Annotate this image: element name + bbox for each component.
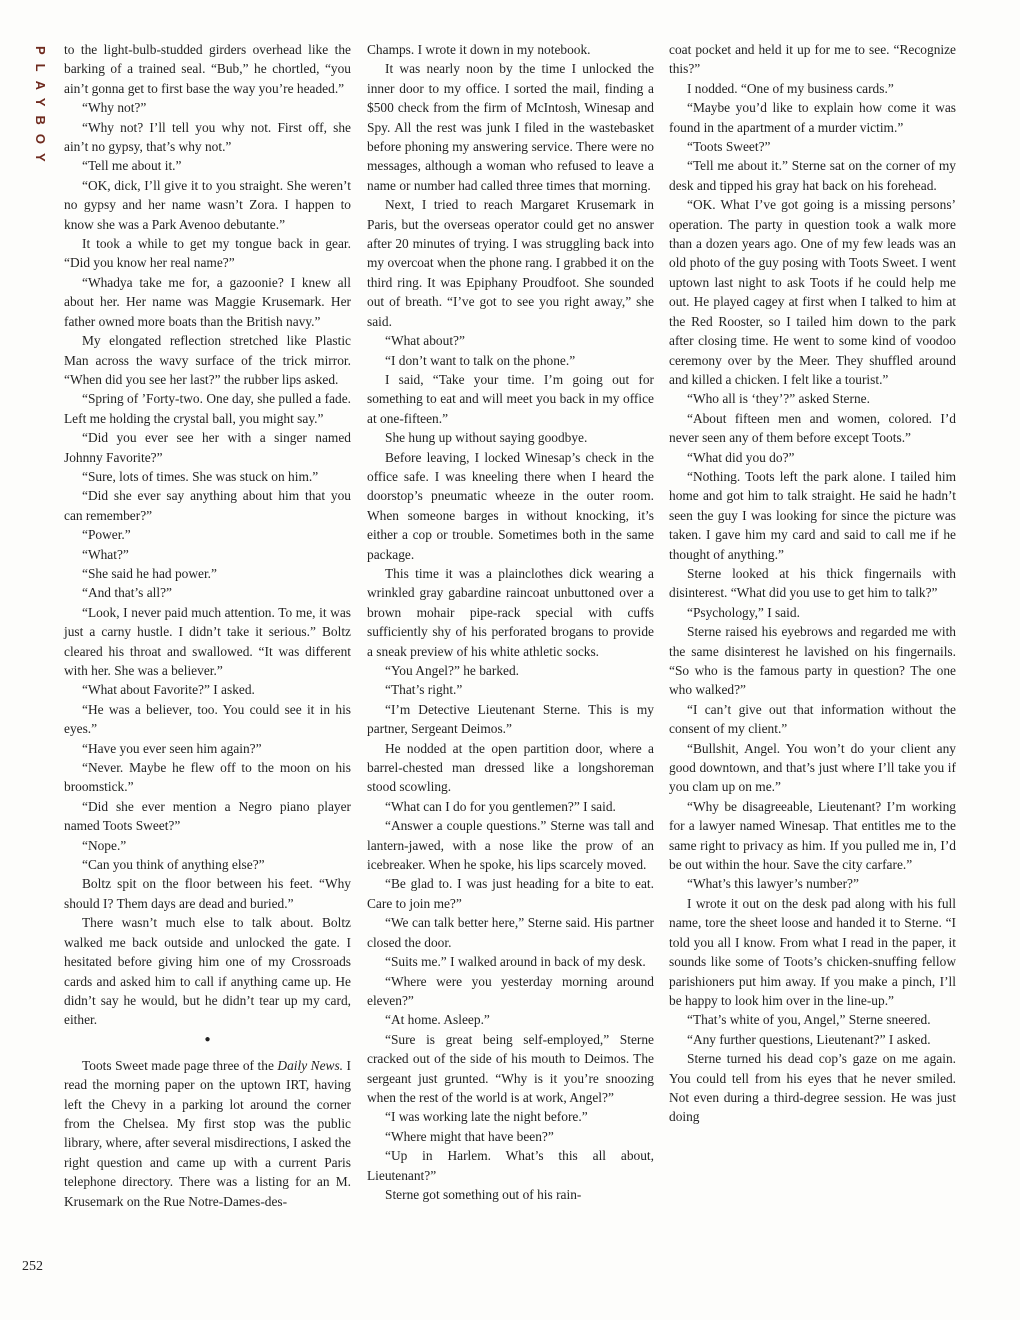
paragraph: “At home. Asleep.” [385,1012,490,1028]
paragraph: “Tell me about it.” Sterne sat on the corner of my desk and tipped his gray hat back on his forehead. [669,158,956,193]
paragraph: “Can you think of anything else?” [82,857,265,873]
paragraph: “That’s right.” [385,682,463,698]
paragraph: “Never. Maybe he flew off to the moon on his broomstick.” [64,760,351,795]
paragraph: “OK. What I’ve got going is a missing persons’ operation. The party in question took a walk more than a dozen years ago. One of my few leads was an old photo of the guy posing with Toots Sweet. I went uptown last night to ask Toots if he could help me out. He played cagey at first when I talked to him at the Red Rooster, so I tailed him down to the park after closing time. He went to some kind of voodoo ceremony over by the Meer. They shuffled around and killed a chicken. I felt like a tourist.” [669,197,956,387]
paragraph-text: I read the morning paper on the uptown IRT, having left the Chevy in a parking lot around the corner from the Chelsea. My first stop was the public library, where, after several misdirections, I asked the right question and came up with a current Paris telephone directory. There was a listing for an M. Krusemark on the Rue Notre-Dames-des- [64,1057,351,1209]
article-column-1 [64,40,351,1211]
paragraph: “Up in Harlem. What’s this all about, Lieutenant?” [367,1148,654,1183]
section-separator: ● [204,1033,211,1045]
page-number: 252 [22,1259,43,1274]
paragraph: “Nothing. Toots left the park alone. I tailed him home and got him to talk straight. He said he hadn’t seen the guy I was looking for since the picture was taken. I gave him my card and said to call me if he thought of anything.” [669,468,956,562]
paragraph: “Psychology,” I said. [687,604,800,620]
article-column-3 [669,40,956,1127]
paragraph: It took a while to get my tongue back in gear. “Did you know her real name?” [64,236,351,271]
paragraph: “What can I do for you gentlemen?” I said. [385,798,616,814]
paragraph: “Sure, lots of times. She was stuck on him.” [82,468,319,484]
paragraph: “Suits me.” I walked around in back of my desk. [385,954,646,970]
paragraph: Sterne turned his dead cop’s gaze on me again. You could tell from his eyes that he never smiled. Not even during a third-degree session. He was just doing [669,1051,956,1125]
paragraph: to the light-bulb-studded girders overhead like the barking of a trained seal. “Bub,” he chortled, “you ain’t gonna get to first base the way you’re headed.” [64,42,351,96]
masthead [22,40,52,300]
paragraph: “I can’t give out that information without the consent of my client.” [669,701,956,737]
paragraph: “She said he had power.” [82,565,217,581]
masthead-text: PLAYBOY [33,46,48,171]
paragraph: “What’s this lawyer’s number?” [687,876,859,892]
paragraph: There wasn’t much else to talk about. Boltz walked me back outside and unlocked the gate. I hesitated before giving him one of my Crossroads cards and asked him to call if anything came up. He didn’t say he would, but he didn’t tear up my card, either. [64,915,351,1028]
paragraph: “Did she ever say anything about him that you can remember?” [64,488,351,523]
paragraph: I said, “Take your time. I’m going out for something to eat and will meet you back in my office at one-fifteen.” [367,371,654,426]
paragraph: “You Angel?” he barked. [385,663,519,678]
paragraph: “Toots Sweet?” [687,139,771,155]
paragraph: Sterne got something out of his rain- [385,1186,582,1202]
paragraph: “He was a believer, too. You could see it in his eyes.” [64,701,351,737]
paragraph: “About fifteen men and women, colored. I’d never seen any of them before except Toots.” [669,410,956,446]
paragraph: Before leaving, I locked Winesap’s check in the office safe. I was kneeling there when I heard the doorstop’s pneumatic wheeze in the outer room. When someone barges in without knocking, it’s either a cop or trouble. Sometimes both in the same package. [367,449,654,562]
paragraph: “Bullshit, Angel. You won’t do your client any good downtown, and that’s just where I’ll take you if you clam up on me.” [669,740,956,795]
paragraph: “What did you do?” [687,449,795,465]
paragraph: “Did she ever mention a Negro piano player named Toots Sweet?” [64,798,351,834]
paragraph: “Be glad to. I was just heading for a bite to eat. Care to join me?” [367,876,654,911]
paragraph: “What about Favorite?” I asked. [82,682,255,698]
paragraph: “I’m Detective Lieutenant Sterne. This is my partner, Sergeant Deimos.” [367,701,654,737]
paragraph: “Where might that have been?” [385,1128,554,1144]
paragraph: “Whadya take me for, a gazoonie? I knew all about her. Her name was Maggie Krusemark. Her father owned more boats than the British navy.” [64,274,351,329]
paragraph: “And that’s all?” [82,585,172,601]
paragraph: “Why not?” [82,100,147,116]
paragraph: “I don’t want to talk on the phone.” [385,352,576,368]
paragraph: “Have you ever seen him again?” [82,740,262,756]
paragraph: Champs. I wrote it down in my notebook. [367,42,591,57]
paragraph: I nodded. “One of my business cards.” [687,80,894,96]
paragraph: “Why not? I’ll tell you why not. First off, she ain’t no gypsy, that’s why not.” [64,119,351,155]
paragraph: “Did you ever see her with a singer named Johnny Favorite?” [64,430,351,465]
paragraph: She hung up without saying goodbye. [385,430,588,446]
paragraph: “We can talk better here,” Sterne said. His partner closed the door. [367,915,654,950]
paragraph: “OK, dick, I’ll give it to you straight. She weren’t no gypsy and her name wasn’t Zora. I happen to know she was a Park Avenoo debutante.” [64,177,351,232]
paragraph: “Power.” [82,527,131,543]
paragraph: “I was working late the night before.” [385,1109,588,1125]
paragraph: “Where were you yesterday morning around eleven?” [367,973,654,1008]
paragraph: “Nope.” [82,837,127,853]
paragraph: Next, I tried to reach Margaret Krusemark in Paris, but the overseas operator could get no answer after 20 minutes of trying. I was struggling back into my overcoat when the phone rang. I grabbed it on the third ring. It was Epiphany Proudfoot. She sounded out of breath. “I’ve got to see you right away,” she said. [367,197,654,329]
paragraph: This time it was a plainclothes dick wearing a wrinkled gray gabardine raincoat unbuttoned over a brown mohair pipe-rack special with cuffs sufficiently shy of his perforated brogans to provide a sneak preview of his white athletic socks. [367,565,654,659]
paragraph: “Look, I never paid much attention. To me, it was just a carny hustle. I didn’t take it serious.” Boltz cleared his throat and swallowed. “It was different with her. She was a believer.” [64,604,351,678]
paragraph: Sterne looked at his thick fingernails with disinterest. “What did you use to get him to talk?” [669,565,956,601]
paragraph: “Any further questions, Lieutenant?” I asked. [687,1031,931,1047]
paragraph: “Sure is great being self-employed,” Sterne cracked out of the side of his mouth to Deimos. The sergeant just grunted. “Why is it you’re snoozing when the rest of the world is at work, Angel?” [367,1031,654,1105]
paragraph-text: Toots Sweet made page three of the [82,1057,278,1073]
paragraph: “Why be disagreeable, Lieutenant? I’m working for a lawyer named Winesap. That entitles me to the same right to privacy as him. If you pulled me in, I’d be out within the hour. Save the city carfare.” [669,798,956,873]
paragraph: He nodded at the open partition door, where a barrel-chested man dressed like a longshoreman stood scowling. [367,740,654,795]
paragraph: “Spring of ’Forty-two. One day, she pulled a fade. Left me holding the crystal ball, you might say.” [64,391,351,426]
paragraph: “That’s white of you, Angel,” Sterne sneered. [687,1012,931,1028]
paragraph: I wrote it out on the desk pad along with his full name, tore the sheet loose and handed it to Sterne. “I told you all I know. From what I read in the paper, it sounds like some of Toots’s chicken-snuffing fellow parishioners put him away. If you make a pinch, I’ll be happy to look him over in the line-up.” [669,895,956,1008]
paragraph: “Tell me about it.” [82,158,182,174]
paragraph: It was nearly noon by the time I unlocked the inner door to my office. I sorted the mail, finding a $500 check from the firm of McIntosh, Winesap and Spy. All the rest was junk I filed in the wastebasket before phoning my answering service. There were no messages, although a woman who refused to leave a name or number had called three times that morning. [367,61,654,193]
paragraph: Sterne raised his eyebrows and regarded me with the same disinterest he lavished on his fingernails. “So who is the famous party in question? The one who walked?” [669,624,956,698]
paragraph: coat pocket and held it up for me to see. “Recognize this?” [669,42,956,77]
paragraph: My elongated reflection stretched like Plastic Man across the wavy surface of the trick mirror. “When did you see her last?” the rubber lips asked. [64,333,351,387]
paragraph: Boltz spit on the floor between his feet. “Why should I? Them days are dead and buried.” [64,876,351,911]
paragraph: “Answer a couple questions.” Sterne was tall and lantern-jawed, with a nose like the prow of an icebreaker. When he spoke, his lips scarcely moved. [367,818,654,873]
paragraph: “Who all is ‘they’?” asked Sterne. [687,391,870,407]
article-column-2 [367,40,654,1204]
paragraph: “What?” [82,546,129,562]
paragraph: “Maybe you’d like to explain how come it was found in the apartment of a murder victim.” [669,100,956,135]
paragraph: “What about?” [385,333,465,349]
paragraph [64,1056,351,1211]
newspaper-title: Daily News. [277,1057,344,1073]
